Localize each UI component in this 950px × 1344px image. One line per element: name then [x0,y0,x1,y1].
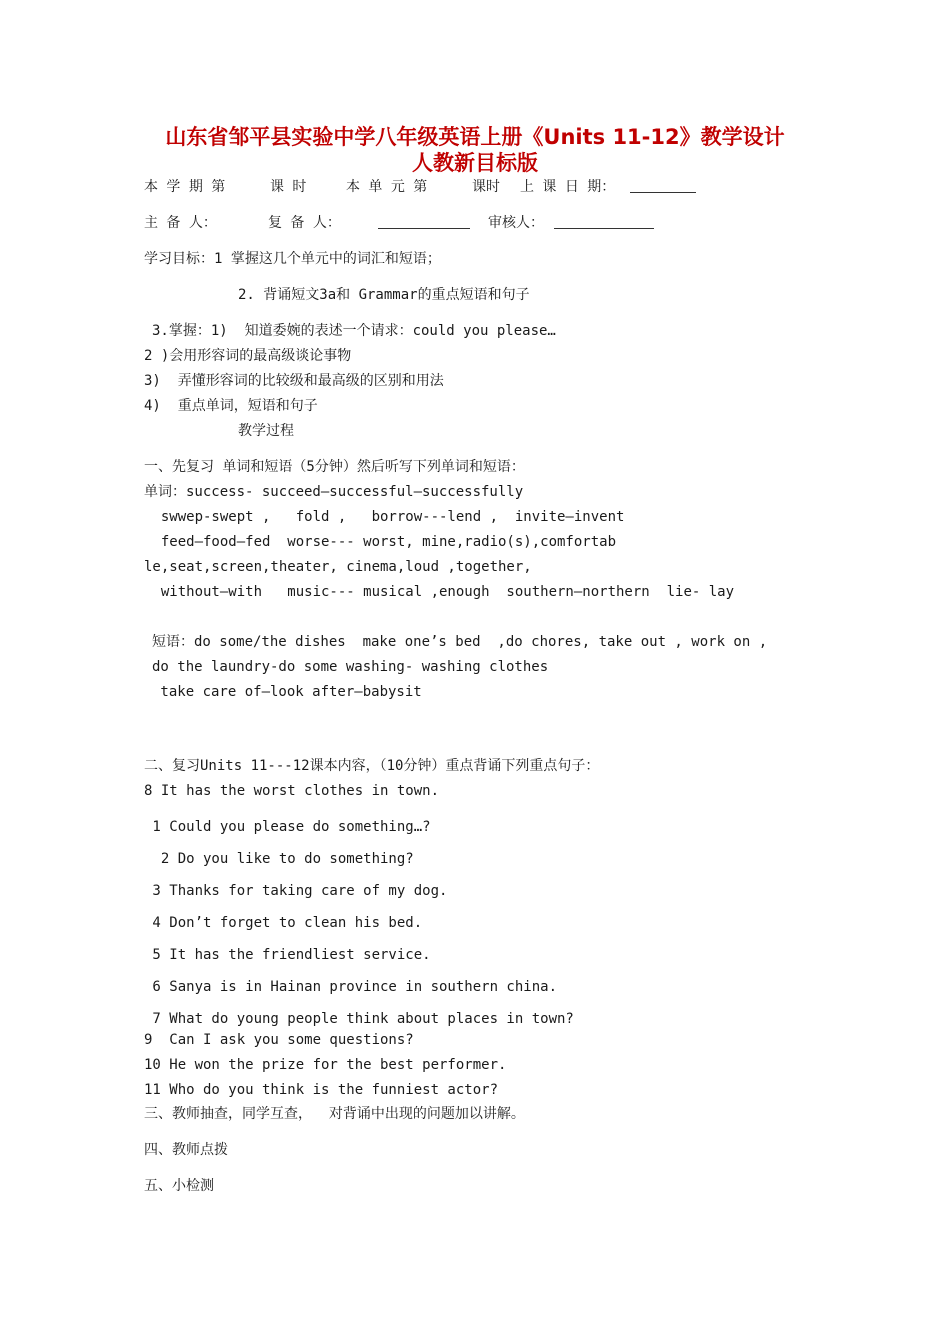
objective-3: 3.掌握：1) 知道委婉的表述一个请求：could you please… [152,323,556,339]
header-reviewer-label: 复 备 人： [268,215,341,231]
objective-6: 4) 重点单词，短语和句子 [144,398,318,414]
section-5-heading: 五、小检测 [144,1178,214,1194]
sentence-line: 3 Thanks for taking care of my dog. [144,883,448,899]
section-4-heading: 四、教师点拨 [144,1142,228,1158]
sentence-line: 2 Do you like to do something? [144,851,414,867]
sentence-line: 11 Who do you think is the funniest actor? [144,1082,499,1098]
header-semester-label: 本 学 期 第 [144,179,226,195]
sentence-line: 9 Can I ask you some questions? [144,1032,414,1048]
header-unit-label: 本 单 元 第 [346,179,428,195]
document-subtitle: 人教新目标版 [412,151,538,175]
sentence-line: 7 What do young people think about places in town? [144,1011,574,1027]
sentence-line: 6 Sanya is in Hainan province in southern china. [144,979,558,995]
word-line: 单词：success- succeed—successful—successfully [144,484,524,500]
header-preparer-label: 主 备 人： [144,215,217,231]
process-title: 教学过程 [238,423,294,439]
reviewer-blank [378,214,470,234]
word-line: feed—food—fed worse--- worst, mine,radio(s),comfortab [144,534,617,550]
phrase-line: do the laundry-do some washing- washing clothes [152,659,549,675]
header-lesson-label: 课 时 [270,179,307,195]
sentence-line: 5 It has the friendliest service. [144,947,431,963]
checker-blank [554,214,654,234]
objective-5: 3) 弄懂形容词的比较级和最高级的区别和用法 [144,373,444,389]
section-3-heading: 三、教师抽查，同学互查， 对背诵中出现的问题加以讲解。 [144,1106,525,1122]
objective-1: 学习目标：1 掌握这几个单元中的词汇和短语； [144,251,441,267]
sentence-line: 10 He won the prize for the best performer. [144,1057,507,1073]
header-date-label: 上 课 日 期： [520,179,616,195]
header-checker-label: 审核人： [488,215,544,231]
word-line: without—with music--- musical ,enough southern—northern lie- lay [144,584,735,600]
word-line: swwep-swept , fold , borrow---lend , invite—invent [144,509,625,525]
section-2-heading: 二、复习Units 11---12课本内容，（10分钟）重点背诵下列重点句子： [144,758,600,774]
section-1-heading: 一、先复习 单词和短语（5分钟）然后听写下列单词和短语： [144,459,525,475]
phrase-line: take care of—look after—babysit [152,684,422,700]
sentence-line: 8 It has the worst clothes in town. [144,783,440,799]
phrase-line: 短语：do some/the dishes make one’s bed ,do chores, take out , work on , [152,634,768,650]
sentence-line: 4 Don’t forget to clean his bed. [144,915,423,931]
objective-4: 2 )会用形容词的最高级谈论事物 [144,348,352,364]
word-line: le,seat,screen,theater, cinema,loud ,together, [144,559,532,575]
header-lesson-label-2: 课时 [472,179,500,195]
objective-2: 2. 背诵短文3a和 Grammar的重点短语和句子 [238,287,530,303]
document-title: 山东省邹平县实验中学八年级英语上册《Units 11-12》教学设计 [165,125,785,149]
date-blank [630,178,696,198]
sentence-line: 1 Could you please do something…? [144,819,431,835]
